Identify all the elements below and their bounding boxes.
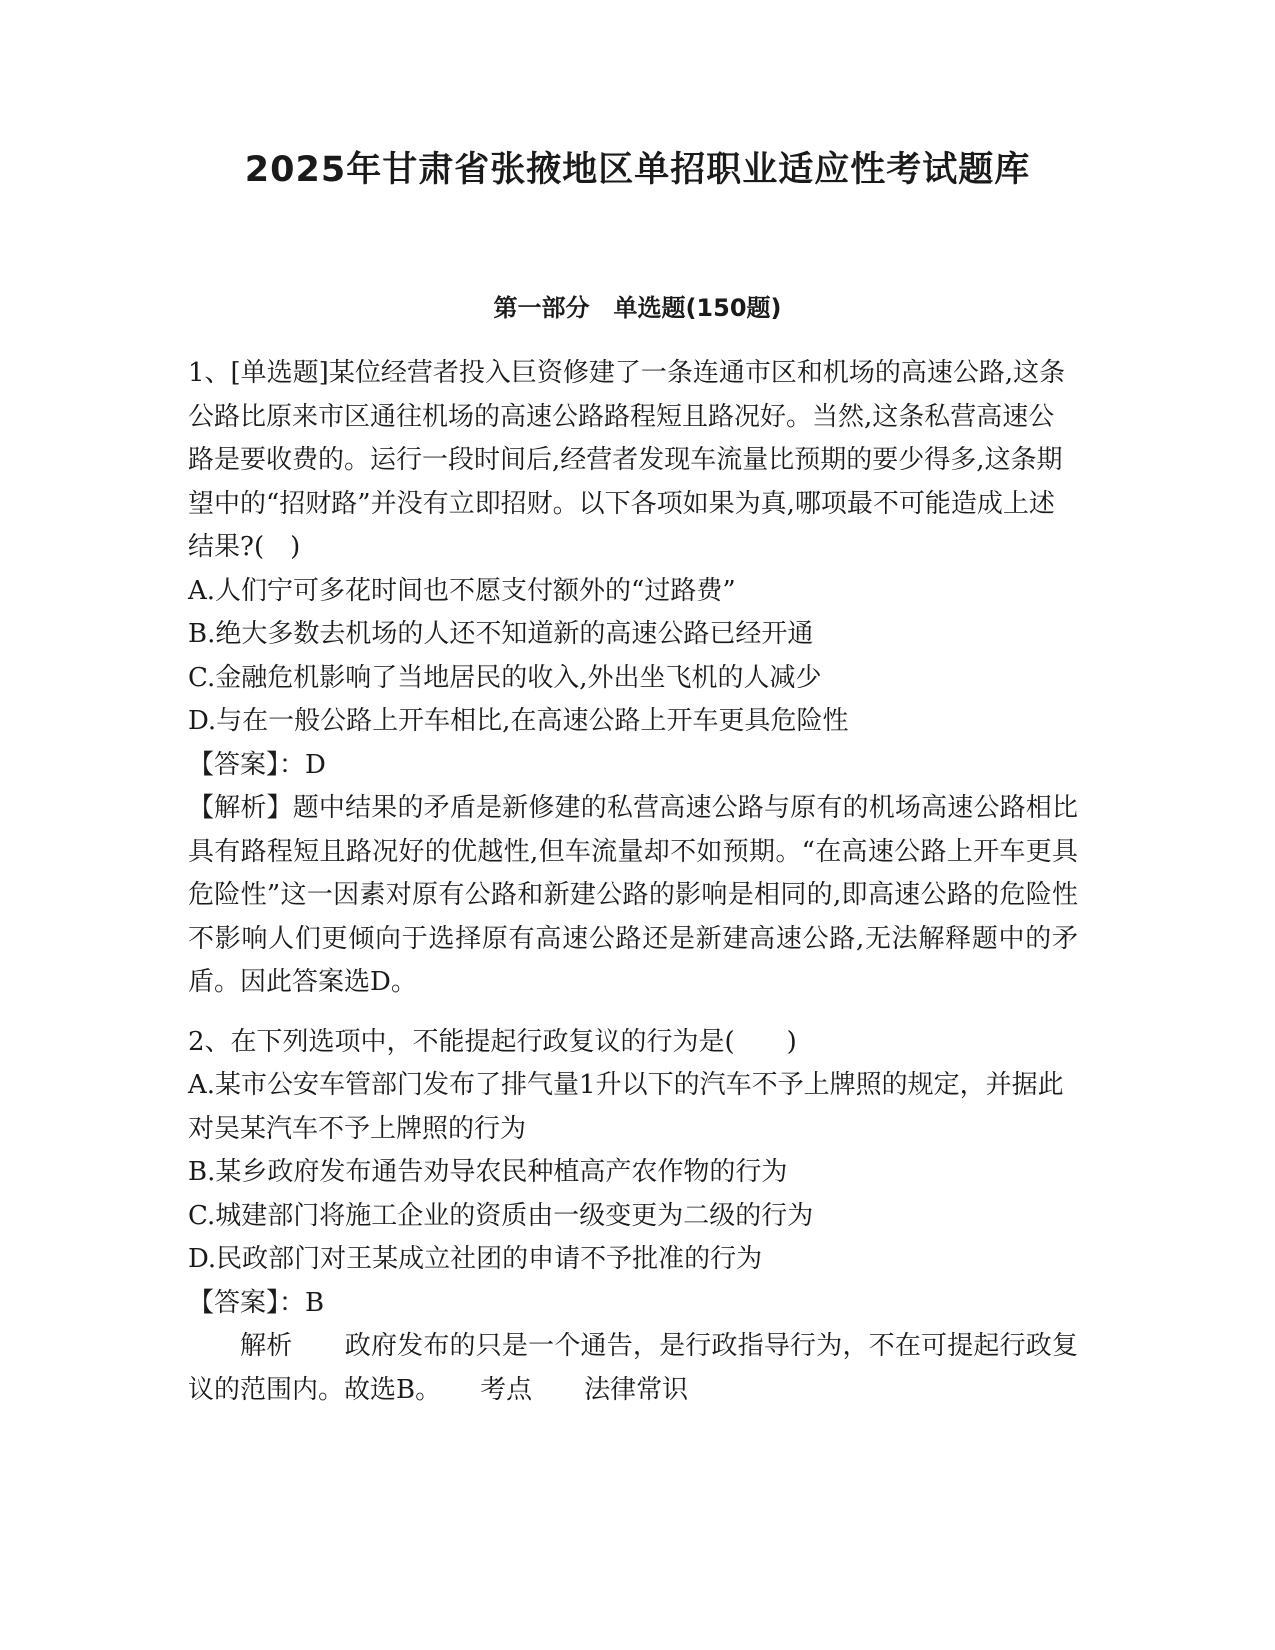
question-list [188,352,1078,1412]
option-d: D.与在一般公路上开车相比,在高速公路上开车更具危险性 [188,706,849,736]
question-stem: 2、在下列选项中，不能提起行政复议的行为是( ) [188,1026,797,1057]
option-c: C.金融危机影响了当地居民的收入,外出坐飞机的人减少 [188,662,822,693]
answer: 【答案】：B [188,1287,325,1318]
answer: 【答案】：D [188,749,326,780]
option-b: B.某乡政府发布通告劝导农民种植高产农作物的行为 [188,1157,788,1187]
section-title: 第一部分 单选题(150题) [493,294,782,322]
option-a: A.某市公安车管部门发布了排气量1升以下的汽车不予上牌照的规定，并据此对吴某汽车不予上牌照的行为 [188,1070,1064,1144]
question-2 [188,1021,1078,1413]
option-a: A.人们宁可多花时间也不愿支付额外的“过路费” [188,575,736,606]
analysis: 【解析】题中结果的矛盾是新修建的私营高速公路与原有的机场高速公路相比具有路程短且路况好的优越性,但车流量却不如预期。“在高速公路上开车更具危险性”这一因素对原有公路和新建公路的影响是相同的,即高速公路的危险性不影响人们更倾向于选择原有高速公路还是新建高速公路,无法解释题中的矛盾。因此答案选D。 [188,793,1078,997]
document-title: 2025年甘肃省张掖地区单招职业适应性考试题库 [244,150,1031,190]
question-stem: 1、[单选题]某位经营者投入巨资修建了一条连通市区和机场的高速公路,这条公路比原来市区通往机场的高速公路路程短且路况好。当然,这条私营高速公路是要收费的。运行一段时间后,经营者发现车流量比预期的要少得多,这条期望中的“招财路”并没有立即招财。以下各项如果为真,哪项最不可能造成上述结果?( ) [188,358,1066,562]
option-d: D.民政部门对王某成立社团的申请不予批准的行为 [188,1244,763,1274]
option-b: B.绝大多数去机场的人还不知道新的高速公路已经开通 [188,619,814,649]
question-1 [188,352,1078,1005]
analysis: 解析 政府发布的只是一个通告，是行政指导行为，不在可提起行政复议的范围内。故选B。 考点 法律常识 [188,1331,1078,1405]
option-c: C.城建部门将施工企业的资质由一级变更为二级的行为 [188,1200,814,1231]
